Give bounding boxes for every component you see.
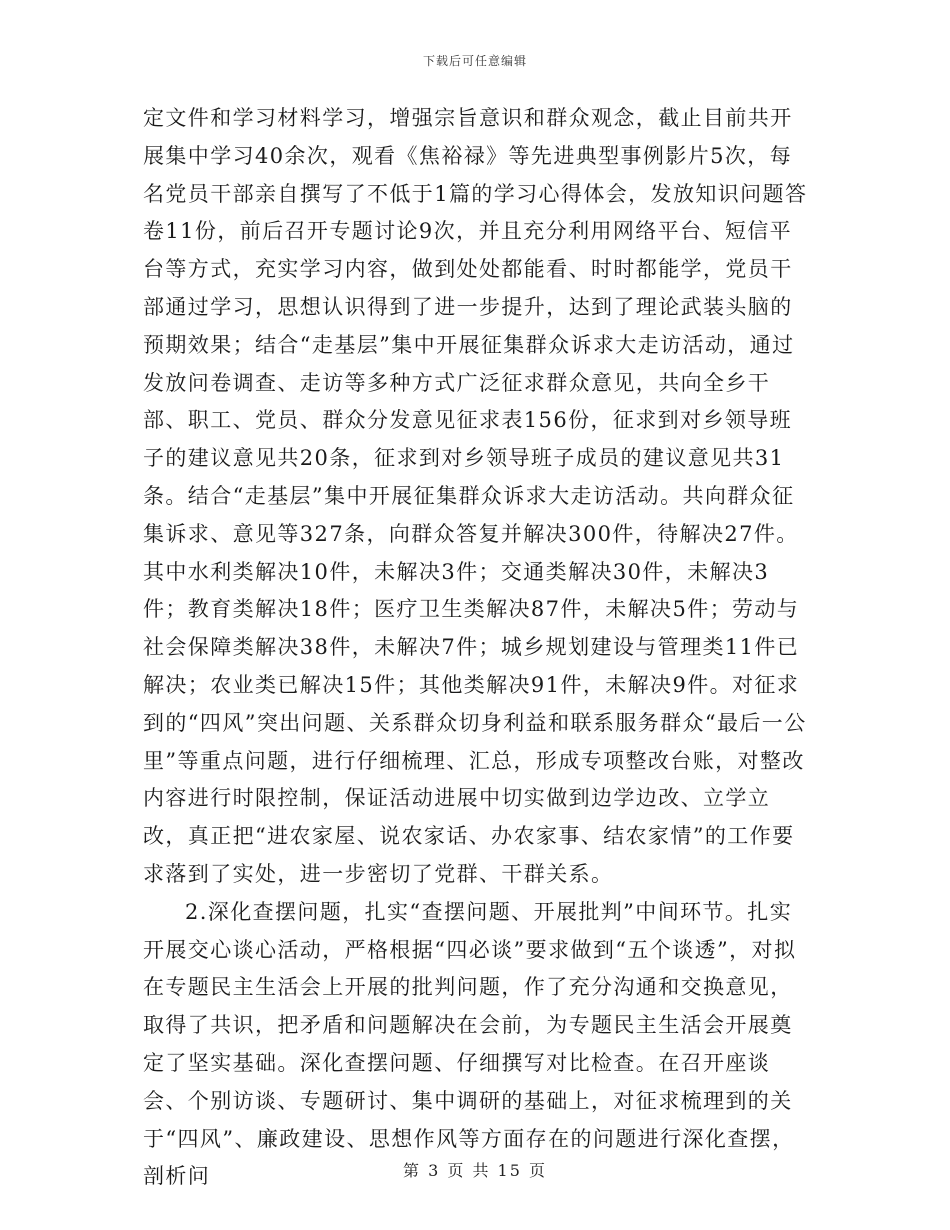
page-header: 下载后可任意编辑 <box>422 54 527 68</box>
paragraph-2: 2.深化查摆问题，扎实“查摆问题、开展批判”中间环节。扎实开展交心谈心活动，严格根据“四必谈”要求做到“五个谈透”，对拟在专题民主生活会上开展的批判问题，作了充分沟通和交换意见，取得了共识，把矛盾和问题解决在会前，为专题民主生活会开展奠定了坚实基础。深化查摆问题、仔细撰写对比检查。在召开座谈会、个别访谈、专题研讨、集中调研的基础上，对征求梳理到的关于“四风”、廉政建设、思想作风等方面存在的问题进行深化查摆，剖析问 <box>143 899 797 1189</box>
paragraph-1: 定文件和学习材料学习，增强宗旨意识和群众观念，截止目前共开展集中学习40余次，观看《焦裕禄》等先进典型事例影片5次，每名党员干部亲自撰写了不低于1篇的学习心得体会，发放知识问题答卷11份，前后召开专题讨论9次，并且充分利用网络平台、短信平台等方式，充实学习内容，做到处处都能看、时时都能学，党员干部通过学习，思想认识得到了进一步提升，达到了理论武装头脑的预期效果；结合“走基层”集中开展征集群众诉求大走访活动，通过发放问卷调查、走访等多种方式广泛征求群众意见，共向全乡干部、职工、党员、群众分发意见征求表156份，征求到对乡领导班子的建议意见共20条，征求到对乡领导班子成员的建议意见共31条。结合“走基层”集中开展征集群众诉求大走访活动。共向群众征集诉求、意见等327条，向群众答复并解决300件，待解决27件。其中水利类解决10件，未解决3件；交通类解决30件，未解决3件；教育类解决18件；医疗卫生类解决87件，未解决5件；劳动与社会保障类解决38件，未解决7件；城乡规划建设与管理类11件已解决；农业类已解决15件；其他类解决91件，未解决9件。对征求到的“四风”突出问题、关系群众切身利益和联系服务群众“最后一公里”等重点问题，进行仔细梳理、汇总，形成专项整改台账，对整改内容进行时限控制，保证活动进展中切实做到边学边改、立学立改，真正把“进农家屋、说农家话、办农家事、结农家情”的工作要求落到了实处，进一步密切了党群、干群关系。 <box>143 106 808 886</box>
document-body <box>143 100 811 1196</box>
page-footer: 第 3 页 共 15 页 <box>403 1161 547 1180</box>
